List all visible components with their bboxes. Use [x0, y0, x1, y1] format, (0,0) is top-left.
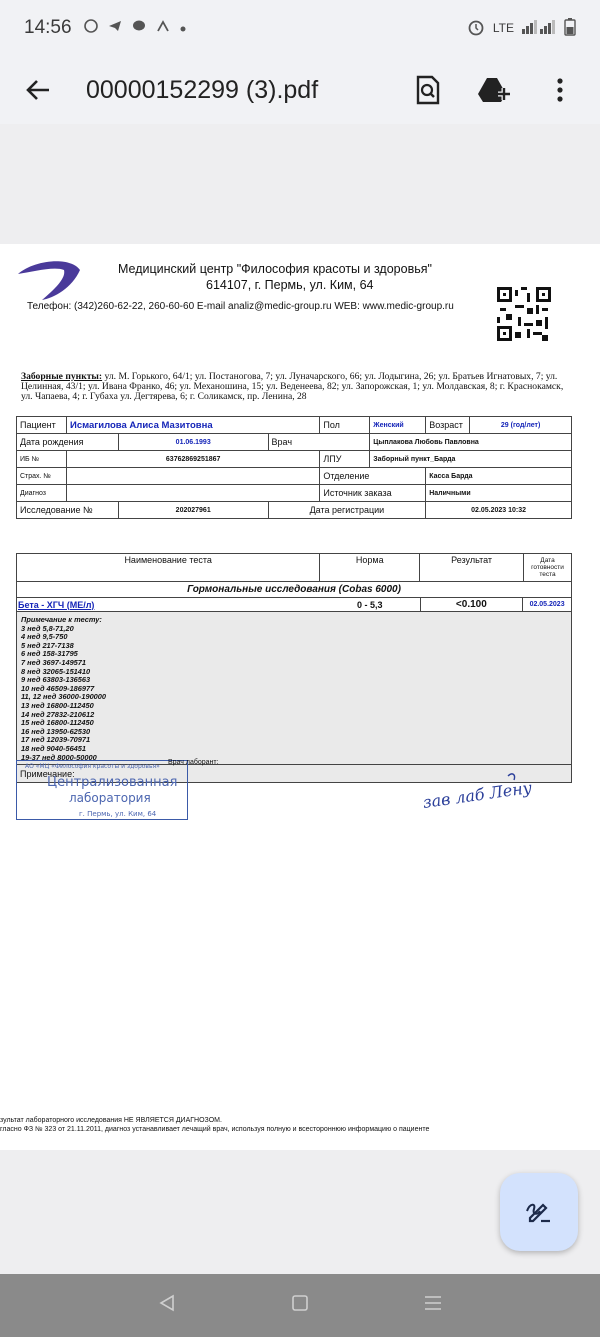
document-search-icon	[415, 75, 441, 105]
note-line: 19-37 нед 8000-50000	[21, 752, 97, 762]
recents-icon	[423, 1293, 443, 1313]
doctor-label: Врач	[268, 434, 370, 451]
section-title: Гормональные исследования (Cobas 6000)	[16, 582, 572, 598]
collection-points-text: ул. М. Горького, 64/1; ул. Постаногова, 7; ул. Луначарского, 66; ул. Лодыгина, 26; ул. Братьев Игнатовых, 7; ул. Целинная, 43/1; ул. Ивана Франко, 46; ул. Механошина, 15; ул. Веденеева, 82; ул. Запорожская, 1; ул. Молдавская, 8; г. Краснокамск, ул. Чапаева, 4; г. Губаха ул. Дегтярева, 6; г. Соликамск, пр. Ленина, 28	[21, 371, 564, 402]
clinic-contacts: Телефон: (342)260-62-22, 260-60-60 E-mail analiz@medic-group.ru WEB: www.medic-group.ru	[27, 301, 454, 312]
note-line: 17 нед 12039-70971	[21, 735, 91, 745]
signature	[420, 770, 540, 819]
nav-recents-button[interactable]	[423, 1293, 443, 1318]
note-line: 18 нед 9040-56451	[21, 743, 87, 753]
triangle-back-icon	[157, 1293, 177, 1313]
stamp-line-1: АО «МЦ «Философия красоты и здоровья»	[25, 763, 160, 770]
note-line: 15 нед 16800-112450	[21, 718, 94, 728]
note-line: 7 нед 3697-149571	[21, 657, 87, 667]
lte-label: LTE	[492, 21, 514, 35]
collection-points-label: Заборные пункты:	[21, 371, 103, 382]
patient-label: Пациент	[17, 417, 67, 434]
arrow-back-icon	[25, 79, 51, 101]
note-line: 11, 12 нед 36000-190000	[21, 692, 107, 702]
edit-pen-icon	[524, 1197, 554, 1227]
disclaimer-line-1: зультат лабораторного исследования НЕ ЯВЛЯЕТСЯ ДИАГНОЗОМ.	[0, 1117, 222, 1124]
sex-label: Пол	[320, 417, 370, 434]
square-home-icon	[290, 1293, 310, 1313]
header-ready-date: Дата готовности теста	[524, 554, 572, 582]
note-line: 9 нед 63803-136563	[21, 675, 91, 685]
order-source-value: Наличными	[426, 485, 572, 502]
drive-add-icon	[478, 75, 510, 105]
test-result: <0.100	[420, 598, 524, 612]
patient-info-table	[16, 416, 572, 519]
insurance-label: Страх. №	[17, 468, 67, 485]
qr-code-icon	[497, 287, 551, 341]
disclaimer-line-2: гласно ФЗ № 323 от 21.11.2011, диагноз устанавливает лечащий врач, используя полную и всестороннюю информацию о пациенте	[0, 1126, 430, 1133]
department-value: Касса Барда	[426, 468, 572, 485]
note-line: 3 нед 5,8-71,20	[21, 623, 74, 633]
navigation-bar	[0, 1274, 600, 1337]
insurance-value	[66, 468, 319, 485]
whatsapp-icon	[84, 19, 98, 38]
ib-value: 63762869251867	[66, 451, 319, 468]
clinic-logo	[14, 258, 84, 307]
lpu-label: ЛПУ	[320, 451, 370, 468]
reg-date-label: Дата регистрации	[268, 502, 426, 519]
note-line: 4 нед 9,5-750	[21, 632, 68, 642]
document-title: 00000152299 (3).pdf	[86, 75, 319, 104]
age-label: Возраст	[426, 417, 470, 434]
more-vert-icon	[556, 77, 564, 103]
note-line: 10 нед 46509-186977	[21, 683, 95, 693]
note-line: 16 нед 13950-62530	[21, 726, 91, 736]
search-document-button[interactable]	[404, 66, 452, 114]
diagnosis-value	[66, 485, 319, 502]
doctor-lab-label: Врач лаборант:	[168, 759, 219, 766]
telegram-icon	[108, 19, 122, 38]
order-source-label: Источник заказа	[320, 485, 426, 502]
back-button[interactable]	[16, 68, 60, 112]
note-line: 5 нед 217-7138	[21, 640, 74, 650]
edit-fab-button[interactable]	[500, 1173, 578, 1251]
ib-label: ИБ №	[17, 451, 67, 468]
lpu-value: Заборный пункт_Барда	[370, 451, 572, 468]
reg-date-value: 02.05.2023 10:32	[426, 502, 572, 519]
header-result: Результат	[420, 554, 524, 582]
header-norm: Норма	[320, 554, 420, 582]
note-line: 13 нед 16800-112450	[21, 700, 94, 710]
viewer-background	[0, 124, 600, 244]
results-header	[16, 553, 572, 582]
dob-value: 01.06.1993	[118, 434, 268, 451]
disclaimer	[0, 1116, 429, 1134]
remark-row: Примечание:	[16, 765, 572, 783]
stamp-line-4: г. Пермь, ул. Ким, 64	[79, 810, 157, 818]
note-line: 8 нед 32065-151410	[21, 666, 91, 676]
nav-back-button[interactable]	[157, 1293, 177, 1318]
alarm-icon	[467, 18, 485, 39]
age-value: 29 (год/лет)	[470, 417, 572, 434]
test-date: 02.05.2023	[529, 601, 565, 608]
test-notes	[16, 612, 572, 765]
study-label: Исследование №	[17, 502, 119, 519]
signature-text: зав лаб Лену	[421, 777, 534, 812]
results-section	[16, 553, 572, 783]
clinic-name: Медицинский центр "Философия красоты и здоровья"	[118, 262, 432, 276]
dot-icon	[180, 19, 186, 37]
diagnosis-label: Диагноз	[17, 485, 67, 502]
nav-home-button[interactable]	[290, 1293, 310, 1318]
collection-points	[21, 372, 569, 402]
note-line: 6 нед 158-31795	[21, 649, 78, 659]
patient-name: Исмагилова Алиса Мазитовна	[66, 417, 319, 434]
clinic-address: 614107, г. Пермь, ул. Ким, 64	[206, 278, 374, 292]
network-share-icon	[156, 19, 170, 38]
signal-icon	[522, 20, 556, 37]
department-label: Отделение	[320, 468, 426, 485]
status-time: 14:56	[24, 17, 72, 38]
test-row	[16, 598, 572, 612]
study-value: 202027961	[118, 502, 268, 519]
chat-icon	[132, 19, 146, 38]
dob-label: Дата рождения	[17, 434, 119, 451]
note-line: Примечание к тесту:	[21, 615, 102, 624]
drive-add-button[interactable]	[470, 66, 518, 114]
doctor-value: Цыплакова Любовь Павловна	[370, 434, 572, 451]
sex-value: Женский	[370, 417, 426, 434]
stamp-line-2: Централизованная	[47, 775, 178, 790]
more-options-button[interactable]	[536, 66, 584, 114]
header-test-name: Наименование теста	[17, 554, 320, 582]
test-norm: 0 - 5,3	[356, 599, 383, 610]
stamp-line-3: лаборатория	[69, 791, 151, 805]
note-line: 14 нед 27832-210612	[21, 709, 95, 719]
battery-icon	[564, 18, 576, 39]
status-bar	[0, 0, 600, 56]
test-name: Бета - ХГЧ (МЕ/л)	[18, 599, 95, 610]
pdf-page[interactable]	[0, 244, 600, 1150]
app-bar	[0, 56, 600, 124]
lab-stamp	[16, 760, 188, 820]
